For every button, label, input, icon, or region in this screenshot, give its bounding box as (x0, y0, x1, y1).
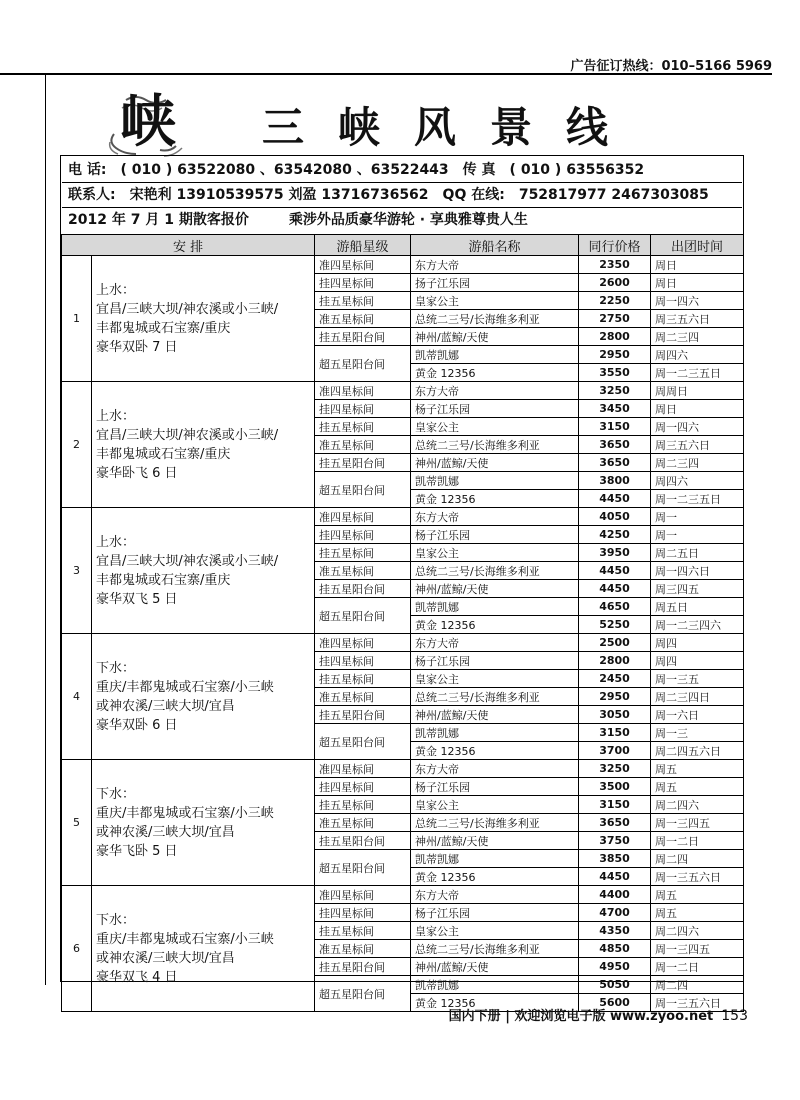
cabin-class: 超五星阳台间 (315, 472, 411, 508)
cabin-class: 挂五星阳台间 (315, 706, 411, 724)
departure-days: 周一六日 (651, 706, 744, 724)
departure-days: 周日 (651, 256, 744, 274)
table-row (62, 382, 744, 400)
itinerary-package: 豪华双卧 7 日 (96, 339, 178, 355)
departure-days: 周一二日 (651, 958, 744, 976)
price: 3650 (579, 436, 651, 454)
price-title: 2012 年 7 月 1 期散客报价 (68, 212, 249, 228)
ship-name: 杨子江乐园 (411, 652, 579, 670)
departure-days: 周一四六 (651, 418, 744, 436)
itinerary-direction: 下水： (96, 660, 136, 676)
departure-days: 周五 (651, 886, 744, 904)
cabin-class: 准五星标间 (315, 562, 411, 580)
price: 3150 (579, 724, 651, 742)
ship-name: 皇家公主 (411, 418, 579, 436)
fax-label: 传 真 (462, 162, 496, 178)
cabin-class: 超五星阳台间 (315, 850, 411, 886)
departure-days: 周五日 (651, 598, 744, 616)
cabin-class: 挂四星标间 (315, 274, 411, 292)
price: 4650 (579, 598, 651, 616)
ship-name: 杨子江乐园 (411, 904, 579, 922)
departure-days: 周二四六 (651, 922, 744, 940)
price: 4050 (579, 508, 651, 526)
price: 3550 (579, 364, 651, 382)
ship-name: 东方大帝 (411, 634, 579, 652)
itinerary-route1: 重庆/丰都鬼城或石宝寨/小三峡 (96, 931, 274, 947)
itinerary-route1: 宜昌/三峡大坝/神农溪或小三峡/ (96, 427, 279, 443)
cabin-class: 挂四星标间 (315, 652, 411, 670)
departure-days: 周四六 (651, 472, 744, 490)
departure-days: 周四 (651, 634, 744, 652)
cabin-class: 准五星标间 (315, 310, 411, 328)
departure-days: 周一 (651, 508, 744, 526)
price: 5250 (579, 616, 651, 634)
cabin-class: 挂五星阳台间 (315, 580, 411, 598)
ship-name: 神州/蓝鲸/天使 (411, 454, 579, 472)
ship-name: 黄金 12356 (411, 490, 579, 508)
itinerary-package: 豪华飞卧 5 日 (96, 843, 178, 859)
cabin-class: 准四星标间 (315, 634, 411, 652)
ship-name: 总统二三号/长海维多利亚 (411, 940, 579, 958)
price: 2500 (579, 634, 651, 652)
departure-days: 周一二三五日 (651, 490, 744, 508)
footer (449, 1005, 748, 1024)
ship-name: 总统二三号/长海维多利亚 (411, 814, 579, 832)
price: 3150 (579, 418, 651, 436)
itinerary-direction: 下水： (96, 912, 136, 928)
ship-name: 总统二三号/长海维多利亚 (411, 436, 579, 454)
price: 3650 (579, 454, 651, 472)
ship-name: 皇家公主 (411, 922, 579, 940)
price: 2450 (579, 670, 651, 688)
price-table (61, 234, 744, 1012)
departure-days: 周二四 (651, 850, 744, 868)
header-price: 同行价格 (579, 235, 651, 256)
cabin-class: 挂五星标间 (315, 670, 411, 688)
departure-days: 周二五日 (651, 544, 744, 562)
header-departure: 出团时间 (651, 235, 744, 256)
ship-name: 皇家公主 (411, 670, 579, 688)
departure-days: 周三五六日 (651, 436, 744, 454)
ship-name: 黄金 12356 (411, 868, 579, 886)
departure-days: 周一二三四六 (651, 616, 744, 634)
cabin-class: 准四星标间 (315, 760, 411, 778)
departure-days: 周五 (651, 760, 744, 778)
price: 2800 (579, 652, 651, 670)
departure-days: 周五 (651, 904, 744, 922)
ship-name: 东方大帝 (411, 886, 579, 904)
itinerary-route1: 宜昌/三峡大坝/神农溪或小三峡/ (96, 553, 279, 569)
price: 2350 (579, 256, 651, 274)
price: 3850 (579, 850, 651, 868)
ship-name: 总统二三号/长海维多利亚 (411, 688, 579, 706)
table-row (62, 256, 744, 274)
departure-days: 周一三四五 (651, 814, 744, 832)
ship-name: 神州/蓝鲸/天使 (411, 706, 579, 724)
price: 3450 (579, 400, 651, 418)
table-body (62, 256, 744, 1012)
ship-name: 凯蒂凯娜 (411, 976, 579, 994)
ship-name: 凯蒂凯娜 (411, 850, 579, 868)
departure-days: 周一三五六日 (651, 868, 744, 886)
departure-days: 周一三五六日 (651, 994, 744, 1012)
price: 4700 (579, 904, 651, 922)
itinerary-route2: 或神农溪/三峡大坝/宜昌 (96, 824, 235, 840)
ship-name: 杨子江乐园 (411, 778, 579, 796)
cabin-class: 挂五星阳台间 (315, 832, 411, 850)
cabin-class: 挂五星阳台间 (315, 328, 411, 346)
departure-days: 周一二日 (651, 832, 744, 850)
cabin-class: 超五星阳台间 (315, 976, 411, 1012)
itinerary-direction: 上水： (96, 282, 136, 298)
ship-name: 杨子江乐园 (411, 526, 579, 544)
departure-days: 周四 (651, 652, 744, 670)
contacts-label: 联系人: (68, 187, 116, 203)
ship-name: 凯蒂凯娜 (411, 724, 579, 742)
cabin-class: 准五星标间 (315, 688, 411, 706)
phone-row (62, 158, 742, 183)
departure-days: 周三五六日 (651, 310, 744, 328)
ship-name: 神州/蓝鲸/天使 (411, 580, 579, 598)
ship-name: 凯蒂凯娜 (411, 346, 579, 364)
ship-name: 皇家公主 (411, 796, 579, 814)
departure-days: 周日 (651, 400, 744, 418)
contacts-row (62, 183, 742, 208)
price: 4400 (579, 886, 651, 904)
cabin-class: 挂五星阳台间 (315, 454, 411, 472)
departure-days: 周一 (651, 526, 744, 544)
departure-days: 周一三五 (651, 670, 744, 688)
price: 2950 (579, 688, 651, 706)
itinerary-route2: 丰都鬼城或石宝寨/重庆 (96, 320, 231, 336)
price: 4450 (579, 562, 651, 580)
group-index: 1 (62, 256, 92, 382)
itinerary-route2: 丰都鬼城或石宝寨/重庆 (96, 446, 231, 462)
slogan: 乘涉外品质豪华游轮 · 享典雅尊贵人生 (288, 212, 528, 228)
cabin-class: 挂四星标间 (315, 778, 411, 796)
left-rule (45, 73, 46, 985)
ship-name: 皇家公主 (411, 292, 579, 310)
group-index: 5 (62, 760, 92, 886)
table-row (62, 760, 744, 778)
group-index: 3 (62, 508, 92, 634)
itinerary-package: 豪华双卧 6 日 (96, 717, 178, 733)
price: 4450 (579, 490, 651, 508)
itinerary-cell (92, 256, 315, 382)
itinerary-cell (92, 634, 315, 760)
page-number: 153 (721, 1008, 748, 1024)
cabin-class: 准四星标间 (315, 256, 411, 274)
ship-name: 神州/蓝鲸/天使 (411, 328, 579, 346)
price: 3800 (579, 472, 651, 490)
ship-name: 东方大帝 (411, 508, 579, 526)
cabin-class: 准五星标间 (315, 436, 411, 454)
group-index: 6 (62, 886, 92, 1012)
ad-hotline: 广告征订热线：010–5166 5969 (570, 59, 772, 74)
itinerary-route2: 丰都鬼城或石宝寨/重庆 (96, 572, 231, 588)
ship-name: 总统二三号/长海维多利亚 (411, 562, 579, 580)
price: 3150 (579, 796, 651, 814)
ship-name: 东方大帝 (411, 760, 579, 778)
price: 3500 (579, 778, 651, 796)
itinerary-route2: 或神农溪/三峡大坝/宜昌 (96, 950, 235, 966)
price: 4250 (579, 526, 651, 544)
itinerary-cell (92, 886, 315, 1012)
header-arrangement: 安 排 (62, 235, 315, 256)
price: 5600 (579, 994, 651, 1012)
table-row (62, 634, 744, 652)
price: 4450 (579, 868, 651, 886)
price: 2250 (579, 292, 651, 310)
top-rule (0, 73, 772, 75)
price: 3050 (579, 706, 651, 724)
cabin-class: 准五星标间 (315, 940, 411, 958)
cabin-class: 挂五星标间 (315, 796, 411, 814)
ship-name: 扬子江乐园 (411, 274, 579, 292)
price: 4450 (579, 580, 651, 598)
cabin-class: 超五星阳台间 (315, 598, 411, 634)
departure-days: 周一二三五日 (651, 364, 744, 382)
departure-days: 周一三四五 (651, 940, 744, 958)
price: 3750 (579, 832, 651, 850)
ship-name: 黄金 12356 (411, 994, 579, 1012)
itinerary-route1: 重庆/丰都鬼城或石宝寨/小三峡 (96, 679, 274, 695)
subtitle-row (62, 208, 742, 232)
qq-numbers: 752817977 2467303085 (518, 187, 709, 203)
cabin-class: 挂四星标间 (315, 904, 411, 922)
departure-days: 周一四六 (651, 292, 744, 310)
price: 4950 (579, 958, 651, 976)
itinerary-package: 豪华卧飞 6 日 (96, 465, 178, 481)
cabin-class: 挂五星标间 (315, 418, 411, 436)
itinerary-direction: 下水： (96, 786, 136, 802)
phone-numbers: ( 010 ) 63522080 、63542080 、63522443 (120, 162, 449, 178)
ship-name: 总统二三号/长海维多利亚 (411, 310, 579, 328)
price: 2600 (579, 274, 651, 292)
departure-days: 周二三四 (651, 454, 744, 472)
ship-name: 东方大帝 (411, 256, 579, 274)
price: 4350 (579, 922, 651, 940)
itinerary-package: 豪华双飞 4 日 (96, 969, 178, 985)
ship-name: 东方大帝 (411, 382, 579, 400)
itinerary-route2: 或神农溪/三峡大坝/宜昌 (96, 698, 235, 714)
logo (108, 89, 188, 162)
cabin-class: 挂五星阳台间 (315, 958, 411, 976)
departure-days: 周五 (651, 778, 744, 796)
itinerary-direction: 上水： (96, 408, 136, 424)
cabin-class: 挂五星标间 (315, 922, 411, 940)
price: 3250 (579, 382, 651, 400)
group-index: 2 (62, 382, 92, 508)
departure-days: 周日 (651, 274, 744, 292)
ship-name: 凯蒂凯娜 (411, 472, 579, 490)
qq-label: QQ 在线: (442, 187, 505, 203)
departure-days: 周三四五 (651, 580, 744, 598)
departure-days: 周一三 (651, 724, 744, 742)
itinerary-direction: 上水： (96, 534, 136, 550)
phone-label: 电 话: (68, 162, 107, 178)
cabin-class: 挂五星标间 (315, 544, 411, 562)
price: 3650 (579, 814, 651, 832)
itinerary-route1: 宜昌/三峡大坝/神农溪或小三峡/ (96, 301, 279, 317)
ship-name: 黄金 12356 (411, 616, 579, 634)
cabin-class: 挂四星标间 (315, 400, 411, 418)
itinerary-cell (92, 508, 315, 634)
departure-days: 周二三四日 (651, 688, 744, 706)
departure-days: 周二四 (651, 976, 744, 994)
contact-people: 宋艳利 13910539575 刘盈 13716736562 (129, 187, 429, 203)
itinerary-cell (92, 382, 315, 508)
table-row (62, 508, 744, 526)
itinerary-package: 豪华双飞 5 日 (96, 591, 178, 607)
cabin-class: 准五星标间 (315, 814, 411, 832)
cabin-class: 挂四星标间 (315, 526, 411, 544)
cabin-class: 挂五星标间 (315, 292, 411, 310)
departure-days: 周二四六 (651, 796, 744, 814)
price: 4850 (579, 940, 651, 958)
price: 3700 (579, 742, 651, 760)
cabin-class: 准四星标间 (315, 508, 411, 526)
ship-name: 皇家公主 (411, 544, 579, 562)
price: 2800 (579, 328, 651, 346)
itinerary-cell (92, 760, 315, 886)
price: 5050 (579, 976, 651, 994)
price: 3250 (579, 760, 651, 778)
price: 2750 (579, 310, 651, 328)
cabin-class: 准四星标间 (315, 886, 411, 904)
ship-name: 神州/蓝鲸/天使 (411, 832, 579, 850)
ship-name: 黄金 12356 (411, 364, 579, 382)
header-cabin-class: 游船星级 (315, 235, 411, 256)
fax-number: ( 010 ) 63556352 (509, 162, 645, 178)
group-index: 4 (62, 634, 92, 760)
ship-name: 杨子江乐园 (411, 400, 579, 418)
ship-name: 黄金 12356 (411, 742, 579, 760)
departure-days: 周一四六日 (651, 562, 744, 580)
contact-block (62, 158, 742, 232)
itinerary-route1: 重庆/丰都鬼城或石宝寨/小三峡 (96, 805, 274, 821)
table-header-row (62, 235, 744, 256)
table-row (62, 886, 744, 904)
ship-name: 神州/蓝鲸/天使 (411, 958, 579, 976)
departure-days: 周二四五六日 (651, 742, 744, 760)
page-title: 三峡风景线 (262, 103, 643, 152)
departure-days: 周二三四 (651, 328, 744, 346)
cabin-class: 准四星标间 (315, 382, 411, 400)
cabin-class: 超五星阳台间 (315, 346, 411, 382)
footer-text: 国内下册 | 欢迎浏览电子版 www.zyoo.net (448, 1009, 714, 1024)
departure-days: 周周日 (651, 382, 744, 400)
departure-days: 周四六 (651, 346, 744, 364)
price: 3950 (579, 544, 651, 562)
price: 2950 (579, 346, 651, 364)
ship-name: 凯蒂凯娜 (411, 598, 579, 616)
logo-char: 峡 (120, 89, 176, 155)
cabin-class: 超五星阳台间 (315, 724, 411, 760)
header-ship-name: 游船名称 (411, 235, 579, 256)
